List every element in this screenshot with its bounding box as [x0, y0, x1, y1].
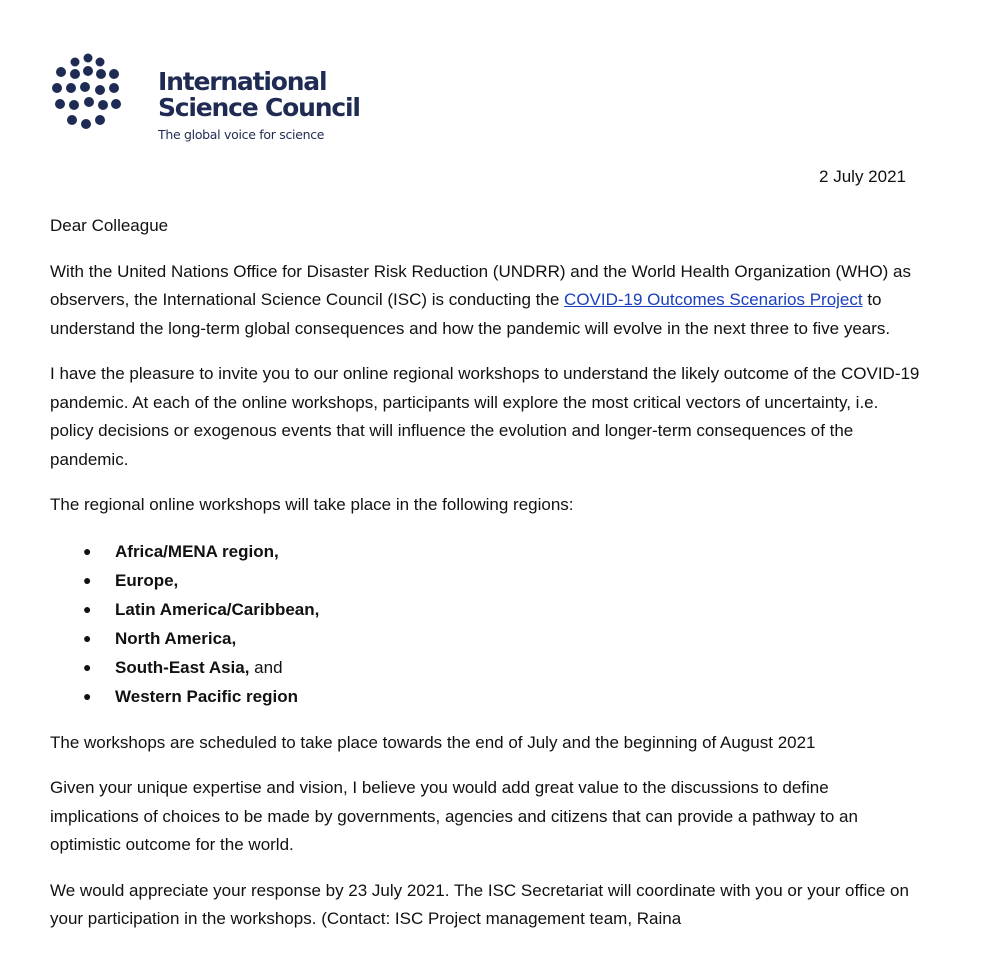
org-name-line2: Science Council [158, 93, 360, 122]
list-item [50, 566, 920, 595]
bullet-icon: ● [83, 687, 92, 704]
region-name: South-East Asia, [115, 657, 250, 677]
bullet-icon: ● [83, 571, 92, 588]
paragraph-schedule: The workshops are scheduled to take place towards the end of July and the beginning of August 2021 [50, 732, 816, 752]
paragraph-value: Given your unique expertise and vision, I believe you would add great value to the discussions to define implications of choices to be made by governments, agencies and citizens that can provide a pathway to an optimistic outcome for the world. [50, 778, 858, 854]
letter-body [50, 212, 920, 951]
regions-list [50, 537, 920, 711]
project-link[interactable]: COVID-19 Outcomes Scenarios Project [564, 290, 863, 309]
list-item [50, 653, 920, 682]
paragraph-invitation: I have the pleasure to invite you to our online regional workshops to understand the likely outcome of the COVID-19 pandemic. At each of the online workshops, participants will explore the most critical vectors of uncertainty, i.e. policy decisions or exogenous events that will influence the evolution and longer-term consequences of the pandemic. [50, 364, 920, 469]
bullet-icon: ● [83, 658, 92, 675]
list-item [50, 537, 920, 566]
list-item [50, 624, 920, 653]
list-item [50, 595, 920, 624]
bullet-icon: ● [83, 542, 92, 559]
isc-logo [48, 52, 368, 147]
org-name-line1: International [158, 67, 327, 96]
region-name: Africa/MENA region, [115, 541, 279, 561]
salutation: Dear Colleague [50, 216, 169, 235]
region-name: Western Pacific region [115, 686, 298, 706]
region-name: Europe, [115, 570, 179, 590]
letter-date: 2 July 2021 [819, 167, 906, 186]
dot-cluster-icon [48, 52, 128, 132]
region-name: Latin America/Caribbean, [115, 599, 320, 619]
intro-text-after: to understand the long-term global consequences and how the pandemic will evolve in the next three to five years. [50, 290, 891, 338]
org-tagline: The global voice for science [158, 127, 325, 142]
paragraph-response: We would appreciate your response by 23 July 2021. The ISC Secretariat will coordinate with you or your office on your participation in the workshops. (Contact: ISC Project management team, Raina [50, 880, 909, 928]
region-suffix: and [249, 657, 283, 677]
paragraph-intro [50, 258, 920, 344]
region-name: North America, [115, 628, 237, 648]
list-item [50, 682, 920, 711]
bullet-icon: ● [83, 629, 92, 646]
bullet-icon: ● [83, 600, 92, 617]
org-name [158, 69, 360, 121]
intro-text-before: With the United Nations Office for Disaster Risk Reduction (UNDRR) and the World Health Organization (WHO) as observers, the International Science Council (ISC) is conducting the [50, 261, 912, 309]
paragraph-regions-intro: The regional online workshops will take place in the following regions: [50, 495, 574, 514]
